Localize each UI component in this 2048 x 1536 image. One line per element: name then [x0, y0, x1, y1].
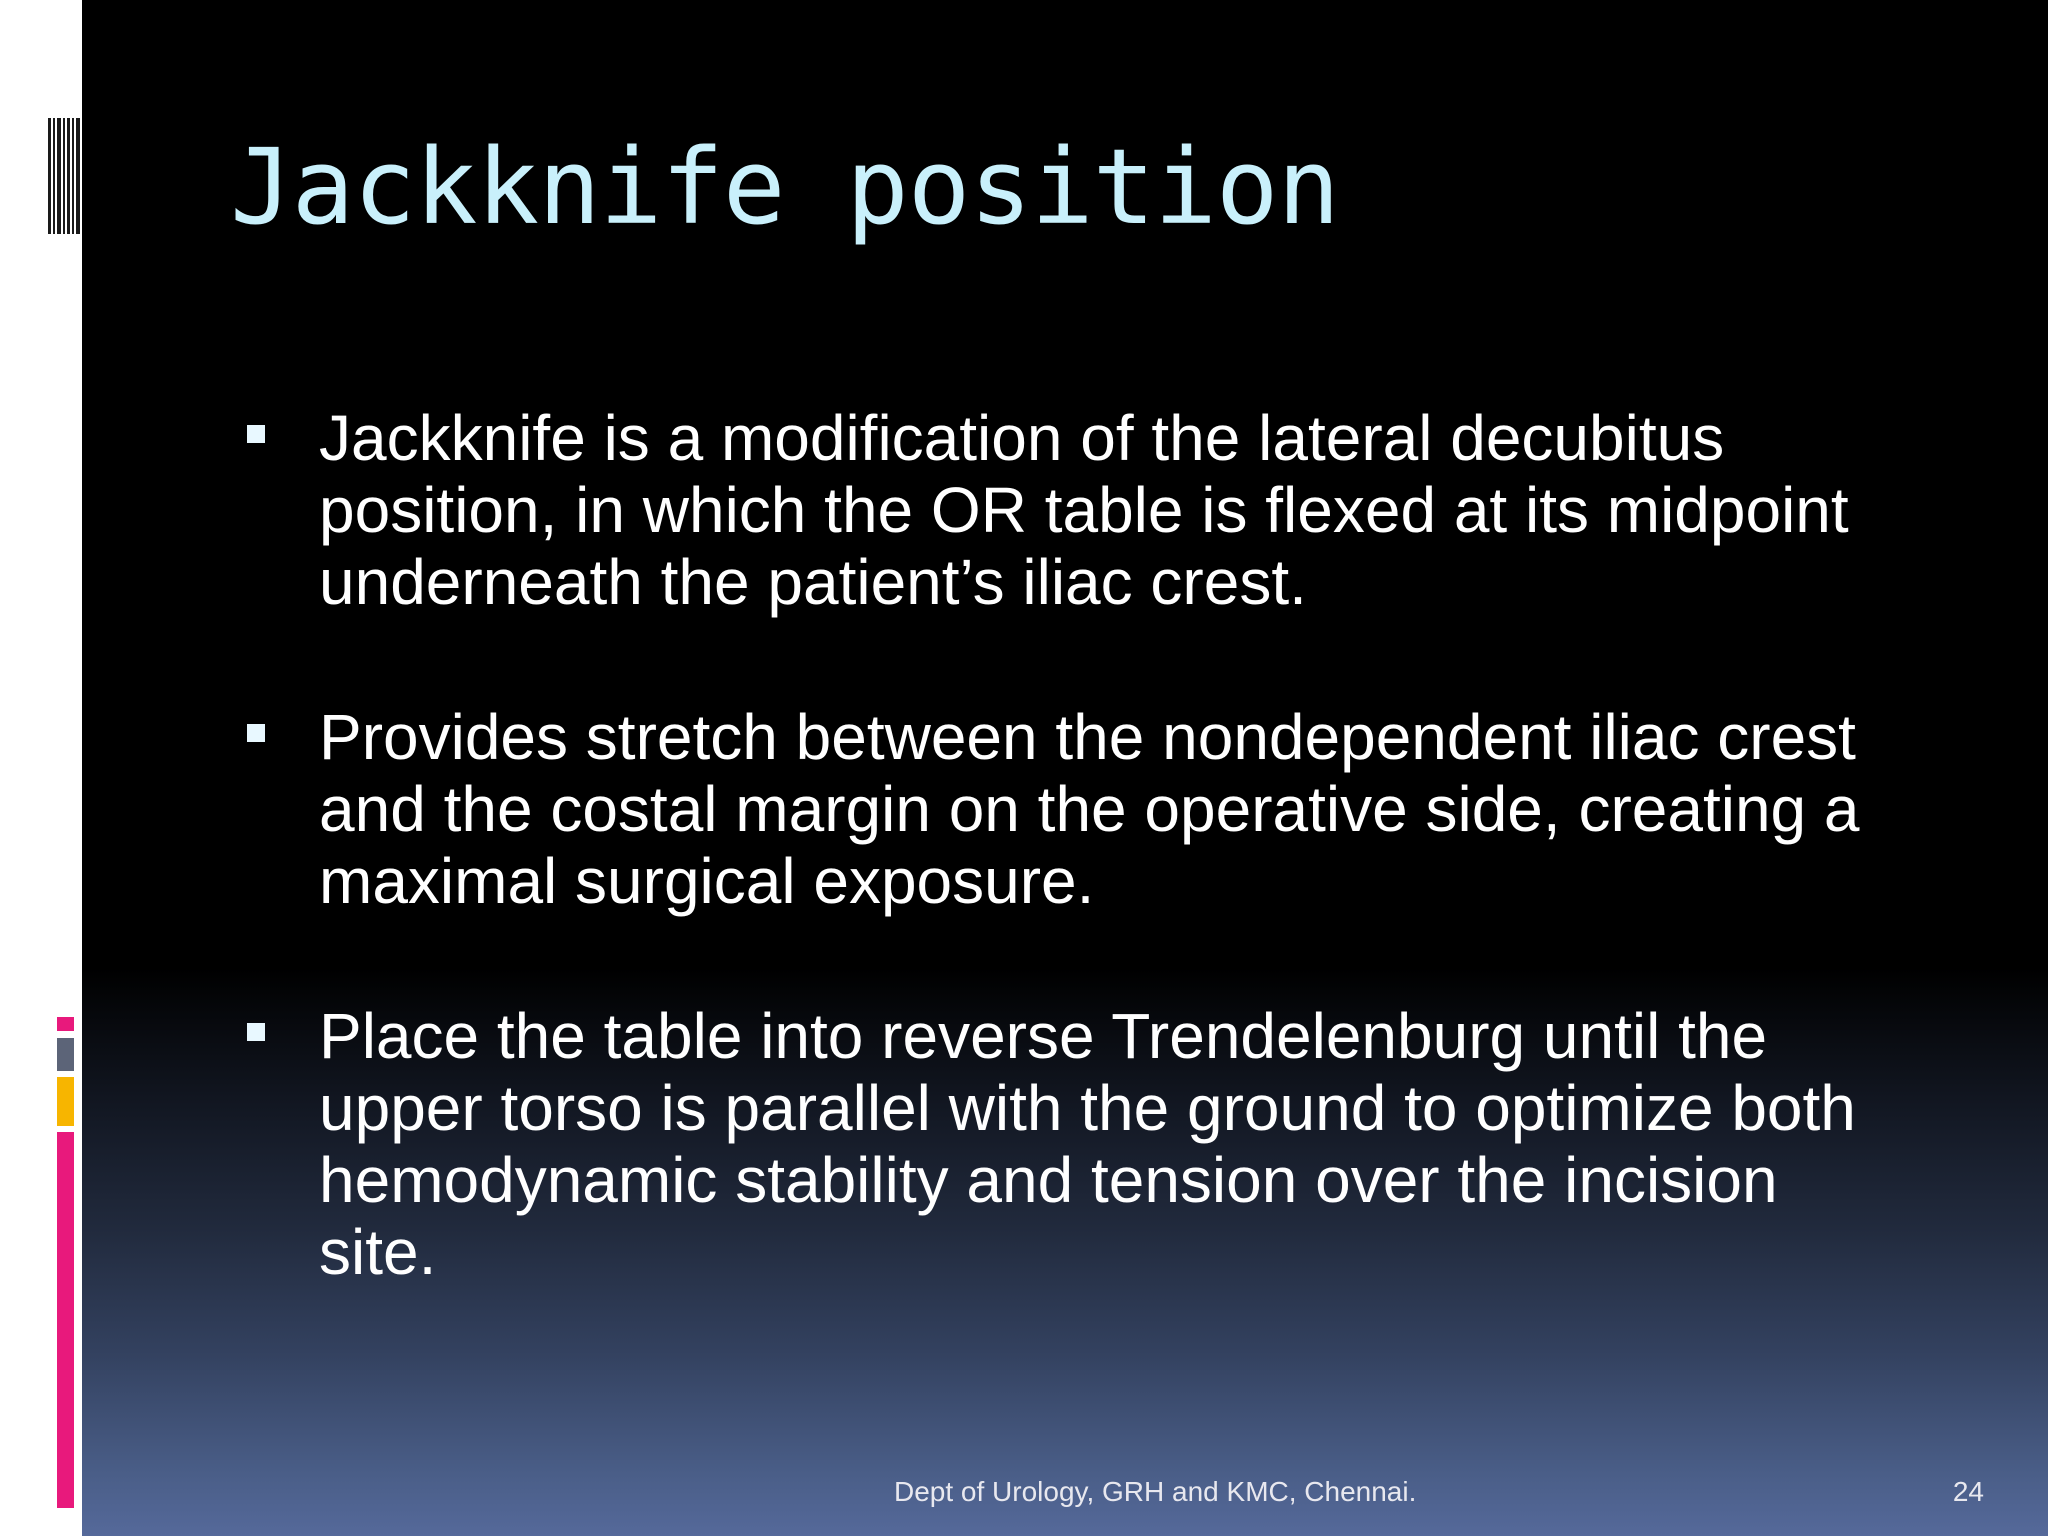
bullet-item [245, 402, 1885, 618]
stripe-line [63, 118, 65, 234]
square-bullet-icon [247, 724, 265, 742]
stripe-line [72, 118, 74, 234]
pink-accent-bar [57, 1132, 74, 1508]
stripe-line [76, 118, 80, 234]
bullet-text: Provides stretch between the nondependent iliac crest and the costal margin on the operative side, creating a maximal surgical exposure. [319, 701, 1860, 917]
stripe-decoration [48, 118, 80, 234]
stripe-line [53, 118, 55, 234]
gray-accent-bar [57, 1038, 74, 1071]
pink-accent-bar-top [57, 1017, 74, 1031]
bullet-item [245, 1000, 1885, 1288]
orange-accent-bar [57, 1077, 74, 1126]
stripe-line [67, 118, 70, 234]
square-bullet-icon [247, 1023, 265, 1041]
square-bullet-icon [247, 425, 265, 443]
stripe-line [48, 118, 51, 234]
stripe-line [57, 118, 61, 234]
bullet-text: Place the table into reverse Trendelenburg until the upper torso is parallel with the ground to optimize both hemodynamic stability and tension over the incision site. [319, 1000, 1856, 1288]
left-decoration-strip [0, 0, 82, 1536]
bullet-item [245, 701, 1885, 917]
page-number: 24 [1952, 1476, 1984, 1507]
slide-footer: Dept of Urology, GRH and KMC, Chennai. [894, 1476, 1417, 1507]
bullet-text: Jackknife is a modification of the lateral decubitus position, in which the OR table is flexed at its midpoint underneath the patient’s iliac crest. [319, 402, 1849, 618]
slide-title: Jackknife position [230, 126, 1340, 248]
bullet-list [245, 402, 1885, 1371]
